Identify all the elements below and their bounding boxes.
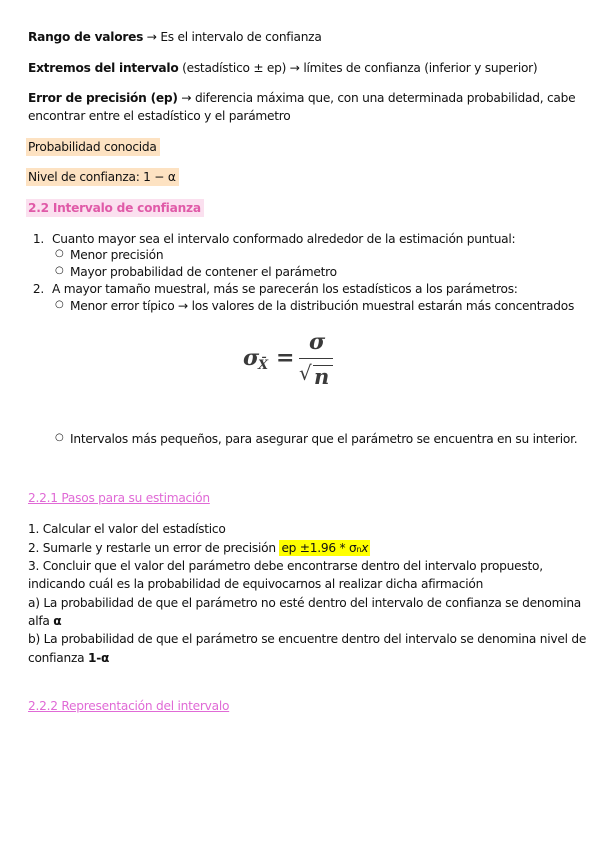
step-3-line1: 3. Concluir que el valor del parámetro debe encontrarse dentro del intervalo propuesto,: [28, 559, 543, 573]
list-item-2: A mayor tamaño muestral, más se parecerán los estadísticos a los parámetros:: [52, 282, 518, 296]
list-subitem-2: Mayor probabilidad de contener el parámetro: [70, 265, 337, 279]
step-b-line1: b) La probabilidad de que el parámetro se encuentre dentro del intervalo se denomina nivel de: [28, 632, 587, 646]
list-subitem-4: Intervalos más pequeños, para asegurar que el parámetro se encuentra en su interior.: [70, 432, 578, 446]
step-3-line2: indicando cuál es la probabilidad de equivocarnos al realizar dicha afirmación: [28, 577, 484, 591]
arrow-icon: →: [181, 91, 192, 105]
sqrt-icon: √: [299, 361, 312, 385]
one-minus-alpha: 1-α: [88, 651, 110, 665]
step-a-line2: alfa α: [28, 614, 62, 628]
nivel-confianza-text: Nivel de confianza: 1 − α: [26, 168, 179, 186]
step-2-x: x: [361, 541, 369, 555]
heading-2-2-1-link[interactable]: 2.2.1 Pasos para su estimación: [28, 491, 210, 505]
list-subitem-1: Menor precisión: [70, 248, 164, 262]
term-extremos: Extremos del intervalo: [28, 61, 179, 75]
formula-numerator: σ: [309, 329, 325, 355]
formula-sigma: σ: [243, 345, 259, 371]
step-2-sub: n: [356, 545, 362, 554]
prob-conocida-text: Probabilidad conocida: [26, 138, 160, 156]
heading-2-2-2-link[interactable]: 2.2.2 Representación del intervalo: [28, 699, 230, 713]
step-b-line2: confianza 1-α: [28, 651, 110, 665]
list-item-1: Cuanto mayor sea el intervalo conformado alrededor de la estimación puntual:: [52, 232, 516, 246]
formula-subscript: X̄: [258, 358, 268, 373]
step-2: [28, 540, 370, 558]
alpha-symbol: α: [53, 614, 62, 628]
def-extremos: [28, 60, 537, 76]
heading-2-2-1[interactable]: [28, 490, 210, 506]
bullet-circle-icon: ○: [55, 248, 64, 259]
step-1: 1. Calcular el valor del estadístico: [28, 522, 226, 536]
bullet-circle-icon: ○: [55, 265, 64, 276]
def-error: [28, 90, 575, 106]
standard-error-formula: [243, 329, 343, 389]
list-subitem-3: Menor error típico → los valores de la distribución muestral estarán más concentrados: [70, 299, 575, 313]
heading-2-2-text: 2.2 Intervalo de confianza: [26, 199, 204, 217]
def-rango: [28, 29, 322, 45]
prob-conocida: [28, 139, 160, 155]
bullet-circle-icon: ○: [55, 432, 64, 443]
formula-equals: =: [276, 345, 295, 371]
bullet-circle-icon: ○: [55, 299, 64, 310]
term-rango: Rango de valores: [28, 30, 144, 44]
list-number-1: 1.: [32, 232, 44, 246]
def-error-text1: diferencia máxima que, con una determinada probabilidad, cabe: [194, 91, 576, 105]
def-error-line2: encontrar entre el estadístico y el parámetro: [28, 109, 291, 123]
formula-denominator: n: [314, 364, 330, 389]
nivel-confianza: [28, 169, 179, 185]
def-extremos-text: límites de confianza (inferior y superior): [303, 61, 538, 75]
fraction-bar: [299, 358, 333, 359]
extremos-paren: (estadístico ± ep): [178, 61, 287, 75]
def-rango-text: Es el intervalo de confianza: [160, 30, 322, 44]
step-2-highlight: ep ±1.96 * σnx: [281, 541, 369, 555]
step-a-line1: a) La probabilidad de que el parámetro no esté dentro del intervalo de confianza se denomina: [28, 596, 582, 610]
heading-2-2: [28, 200, 204, 216]
heading-2-2-2[interactable]: [28, 698, 229, 714]
arrow-icon: →: [289, 61, 300, 75]
arrow-icon: →: [146, 30, 157, 44]
step-2-text: 2. Sumarle y restarle un error de precisión: [28, 541, 280, 555]
list-number-2: 2.: [32, 282, 44, 296]
term-error: Error de precisión (ep): [28, 91, 178, 105]
